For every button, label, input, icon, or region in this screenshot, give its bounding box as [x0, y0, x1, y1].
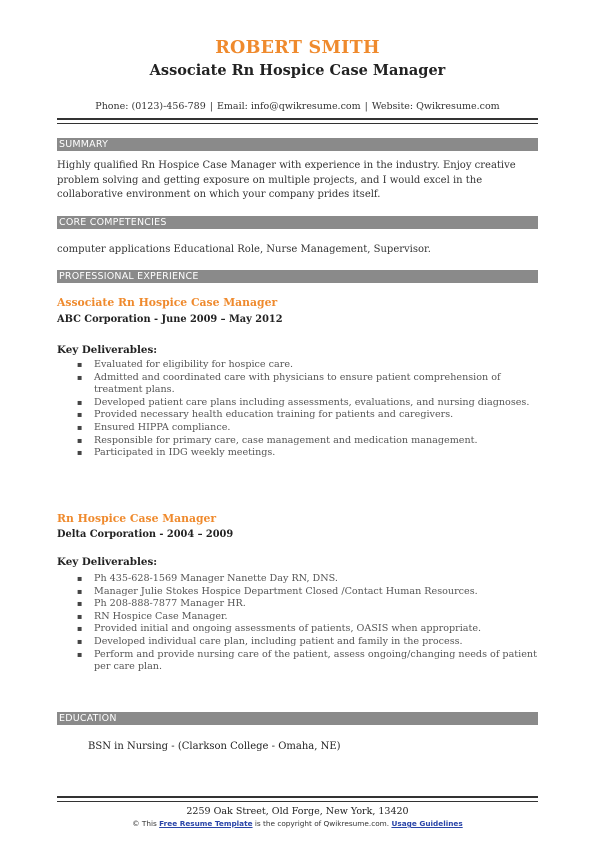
competencies-heading: CORE COMPETENCIES — [57, 216, 538, 229]
list-item-text: Developed individual care plan, including patient and family in the process. — [94, 635, 463, 647]
list-item-text: Responsible for primary care, case management and medication management. — [94, 434, 478, 446]
bullet-icon: ▪ — [77, 611, 83, 621]
header-divider — [57, 118, 538, 124]
job-role: Rn Hospice Case Manager — [57, 512, 217, 525]
free-resume-template-link[interactable]: Free Resume Template — [159, 819, 253, 828]
list-item — [57, 359, 538, 372]
bullet-icon: ▪ — [77, 410, 83, 420]
bullet-icon: ▪ — [77, 586, 83, 596]
list-item — [57, 573, 538, 586]
bullet-icon: ▪ — [77, 397, 83, 407]
summary-text: Highly qualified Rn Hospice Case Manager with experience in the industry. Enjoy creative problem solving and getting exposure on multiple projects, and I would excel in the collaborative environment on which your company prides itself. — [57, 160, 516, 201]
list-item — [57, 636, 538, 649]
usage-guidelines-link[interactable]: Usage Guidelines — [391, 819, 463, 828]
list-item-text: Ensured HIPPA compliance. — [94, 421, 231, 433]
bullet-icon: ▪ — [77, 574, 83, 583]
list-item-text: Evaluated for eligibility for hospice care. — [94, 359, 294, 370]
contact-separator: | — [209, 101, 213, 112]
list-item — [57, 397, 538, 410]
copyright-prefix: © This — [132, 819, 157, 828]
deliverables-list — [57, 573, 538, 674]
competencies-text: computer applications Educational Role, Nurse Management, Supervisor. — [57, 244, 431, 255]
job-company: Delta Corporation - 2004 – 2009 — [57, 529, 234, 540]
contact-phone: Phone: (0123)-456-789 — [95, 101, 206, 112]
list-item — [57, 372, 538, 397]
list-item-text: Perform and provide nursing care of the patient, assess ongoing/changing needs of patient per care plan. — [94, 648, 537, 673]
bullet-icon: ▪ — [77, 372, 83, 382]
deliverables-list — [57, 359, 538, 460]
list-item-text: Participated in IDG weekly meetings. — [94, 447, 276, 459]
bullet-icon: ▪ — [77, 649, 83, 659]
list-item-text: Ph 208-888-7877 Manager HR. — [94, 598, 246, 610]
list-item-text: Developed patient care plans including assessments, evaluations, and nursing diagnoses. — [94, 396, 530, 408]
bullet-icon: ▪ — [77, 448, 83, 458]
bullet-icon: ▪ — [77, 624, 83, 634]
bullet-icon: ▪ — [77, 636, 83, 646]
contact-separator: | — [364, 101, 368, 112]
footer-copyright — [0, 819, 595, 828]
list-item — [57, 623, 538, 636]
footer-address: 2259 Oak Street, Old Forge, New York, 13420 — [186, 806, 409, 817]
bullet-icon: ▪ — [77, 599, 83, 609]
key-deliverables-label: Key Deliverables: — [57, 556, 158, 568]
contact-line — [0, 101, 595, 112]
summary-heading: SUMMARY — [57, 138, 538, 151]
candidate-title: Associate Rn Hospice Case Manager — [149, 62, 446, 79]
list-item — [57, 422, 538, 435]
bullet-icon: ▪ — [77, 360, 83, 369]
bullet-icon: ▪ — [77, 435, 83, 445]
list-item-text: Manager Julie Stokes Hospice Department Closed /Contact Human Resources. — [94, 585, 478, 597]
job-role: Associate Rn Hospice Case Manager — [57, 296, 278, 309]
list-item-text: Admitted and coordinated care with physicians to ensure patient comprehension of treatment plans. — [94, 371, 501, 396]
list-item — [57, 611, 538, 624]
list-item — [57, 409, 538, 422]
list-item — [57, 586, 538, 599]
contact-website: Website: Qwikresume.com — [371, 101, 500, 112]
list-item — [57, 447, 538, 460]
contact-email: Email: info@qwikresume.com — [216, 101, 361, 112]
job-company: ABC Corporation - June 2009 – May 2012 — [57, 314, 283, 325]
list-item — [57, 435, 538, 448]
education-heading: EDUCATION — [57, 712, 538, 725]
experience-heading: PROFESSIONAL EXPERIENCE — [57, 270, 538, 283]
education-entry: BSN in Nursing - (Clarkson College - Omaha, NE) — [88, 741, 341, 752]
footer-divider — [57, 796, 538, 802]
candidate-name: ROBERT SMITH — [215, 38, 380, 58]
key-deliverables-label: Key Deliverables: — [57, 344, 158, 356]
bullet-icon: ▪ — [77, 422, 83, 432]
list-item-text: Provided necessary health education training for patients and caregivers. — [94, 409, 454, 421]
list-item — [57, 649, 538, 674]
copyright-text: is the copyright of Qwikresume.com. — [254, 819, 390, 828]
list-item-text: Provided initial and ongoing assessments of patients, OASIS when appropriate. — [94, 623, 482, 635]
list-item-text: RN Hospice Case Manager. — [94, 610, 228, 622]
list-item-text: Ph 435-628-1569 Manager Nanette Day RN, DNS. — [94, 573, 338, 584]
list-item — [57, 598, 538, 611]
